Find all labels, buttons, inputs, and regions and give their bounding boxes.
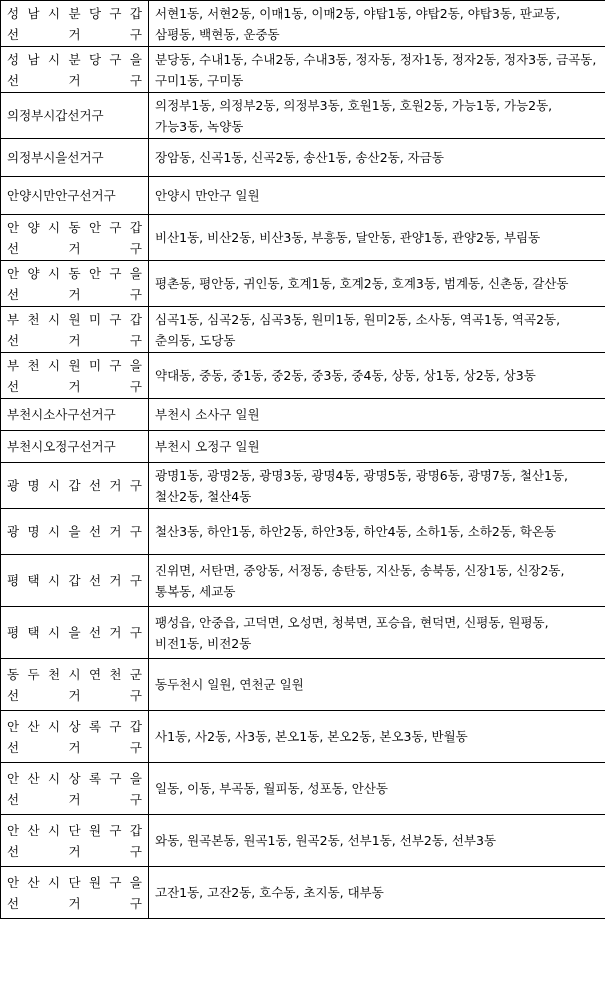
district-row <box>1 607 605 659</box>
constituency-name-line1: 의정부시을선거구 <box>7 150 104 165</box>
constituency-name-line2: 선 거 구 <box>7 843 142 859</box>
constituency-name-line2: 선 거 구 <box>7 72 142 88</box>
district-row <box>1 659 605 711</box>
district-list: 일동, 이동, 부곡동, 월피동, 성포동, 안산동 <box>149 763 605 815</box>
district-list: 광명1동, 광명2동, 광명3동, 광명4동, 광명5동, 광명6동, 광명7동, 철산1동, 철산2동, 철산4동 <box>149 463 605 509</box>
constituency-name <box>1 399 149 431</box>
constituency-name-line2: 선 거 구 <box>7 332 142 348</box>
district-list: 서현1동, 서현2동, 이매1동, 이매2동, 야탑1동, 야탑2동, 야탑3동, 판교동, 삼평동, 백현동, 운중동 <box>149 1 605 47</box>
constituency-name-line1: 성 남 시 분 당 구 을 <box>7 51 142 67</box>
constituency-name-line2: 선 거 구 <box>7 378 142 394</box>
district-row <box>1 763 605 815</box>
constituency-name-line2: 선 거 구 <box>7 286 142 302</box>
constituency-name-line1: 부천시소사구선거구 <box>7 407 116 422</box>
district-list: 약대동, 중동, 중1동, 중2동, 중3동, 중4동, 상동, 상1동, 상2동, 상3동 <box>149 353 605 399</box>
district-list: 팽성읍, 안중읍, 고덕면, 오성면, 청북면, 포승읍, 현덕면, 신평동, 원평동, 비전1동, 비전2동 <box>149 607 605 659</box>
constituency-name-line1: 동 두 천 시 연 천 군 <box>7 666 142 682</box>
district-list: 평촌동, 평안동, 귀인동, 호계1동, 호계2동, 호계3동, 범계동, 신촌동, 갈산동 <box>149 261 605 307</box>
district-row <box>1 509 605 555</box>
constituency-name <box>1 139 149 177</box>
constituency-name <box>1 307 149 353</box>
district-list: 장암동, 신곡1동, 신곡2동, 송산1동, 송산2동, 자금동 <box>149 139 605 177</box>
district-list: 부천시 소사구 일원 <box>149 399 605 431</box>
district-list: 심곡1동, 심곡2동, 심곡3동, 원미1동, 원미2동, 소사동, 역곡1동, 역곡2동, 춘의동, 도당동 <box>149 307 605 353</box>
district-row <box>1 353 605 399</box>
district-row <box>1 431 605 463</box>
constituency-name-line2: 선 거 구 <box>7 791 142 807</box>
constituency-name <box>1 509 149 555</box>
constituency-name-line1: 안 산 시 단 원 구 을 <box>7 874 142 890</box>
district-list: 철산3동, 하안1동, 하안2동, 하안3동, 하안4동, 소하1동, 소하2동, 학온동 <box>149 509 605 555</box>
district-list: 의정부1동, 의정부2동, 의정부3동, 호원1동, 호원2동, 가능1동, 가능2동, 가능3동, 녹양동 <box>149 93 605 139</box>
constituency-name-line1: 부 천 시 원 미 구 갑 <box>7 311 142 327</box>
constituency-name-line1: 부천시오정구선거구 <box>7 439 116 454</box>
constituency-name <box>1 659 149 711</box>
constituency-name <box>1 463 149 509</box>
district-row <box>1 399 605 431</box>
district-table-body <box>1 1 605 919</box>
constituency-name <box>1 93 149 139</box>
constituency-name-line1: 광 명 시 갑 선 거 구 <box>7 478 142 493</box>
district-row <box>1 463 605 509</box>
constituency-name-line1: 안 산 시 단 원 구 갑 <box>7 822 142 838</box>
constituency-name-line1: 안 양 시 동 안 구 을 <box>7 265 142 281</box>
district-list: 안양시 만안구 일원 <box>149 177 605 215</box>
constituency-name-line1: 의정부시갑선거구 <box>7 108 104 123</box>
district-row <box>1 867 605 919</box>
constituency-name-line1: 부 천 시 원 미 구 을 <box>7 357 142 373</box>
district-list: 동두천시 일원, 연천군 일원 <box>149 659 605 711</box>
constituency-name <box>1 763 149 815</box>
district-row <box>1 177 605 215</box>
district-list: 와동, 원곡본동, 원곡1동, 원곡2동, 선부1동, 선부2동, 선부3동 <box>149 815 605 867</box>
district-row <box>1 555 605 607</box>
constituency-name-line2: 선 거 구 <box>7 687 142 703</box>
constituency-name <box>1 607 149 659</box>
constituency-name <box>1 1 149 47</box>
constituency-name-line1: 성 남 시 분 당 구 갑 <box>7 5 142 21</box>
constituency-name <box>1 711 149 763</box>
district-list: 부천시 오정구 일원 <box>149 431 605 463</box>
constituency-name <box>1 261 149 307</box>
district-list: 분당동, 수내1동, 수내2동, 수내3동, 정자동, 정자1동, 정자2동, 정자3동, 금곡동, 구미1동, 구미동 <box>149 47 605 93</box>
constituency-name <box>1 431 149 463</box>
constituency-name-line2: 선 거 구 <box>7 895 142 911</box>
constituency-name <box>1 177 149 215</box>
district-row <box>1 1 605 47</box>
constituency-name <box>1 215 149 261</box>
district-list: 비산1동, 비산2동, 비산3동, 부흥동, 달안동, 관양1동, 관양2동, 부림동 <box>149 215 605 261</box>
constituency-name-line1: 안 양 시 동 안 구 갑 <box>7 219 142 235</box>
constituency-name <box>1 353 149 399</box>
constituency-name-line1: 안 산 시 상 록 구 을 <box>7 770 142 786</box>
constituency-name-line1: 광 명 시 을 선 거 구 <box>7 524 142 539</box>
district-list: 사1동, 사2동, 사3동, 본오1동, 본오2동, 본오3동, 반월동 <box>149 711 605 763</box>
constituency-name <box>1 555 149 607</box>
district-row <box>1 261 605 307</box>
constituency-name-line1: 안양시만안구선거구 <box>7 188 116 203</box>
district-row <box>1 93 605 139</box>
constituency-name-line2: 선 거 구 <box>7 26 142 42</box>
district-list: 고잔1동, 고잔2동, 호수동, 초지동, 대부동 <box>149 867 605 919</box>
constituency-name <box>1 815 149 867</box>
district-row <box>1 215 605 261</box>
constituency-name-line2: 선 거 구 <box>7 739 142 755</box>
district-list: 진위면, 서탄면, 중앙동, 서정동, 송탄동, 지산동, 송북동, 신장1동, 신장2동, 통복동, 세교동 <box>149 555 605 607</box>
constituency-name-line1: 안 산 시 상 록 구 갑 <box>7 718 142 734</box>
constituency-name-line2: 선 거 구 <box>7 240 142 256</box>
district-row <box>1 47 605 93</box>
constituency-name-line1: 평 택 시 을 선 거 구 <box>7 625 142 640</box>
district-row <box>1 815 605 867</box>
district-row <box>1 139 605 177</box>
constituency-name <box>1 47 149 93</box>
constituency-name <box>1 867 149 919</box>
constituency-name-line1: 평 택 시 갑 선 거 구 <box>7 573 142 588</box>
district-row <box>1 711 605 763</box>
district-row <box>1 307 605 353</box>
